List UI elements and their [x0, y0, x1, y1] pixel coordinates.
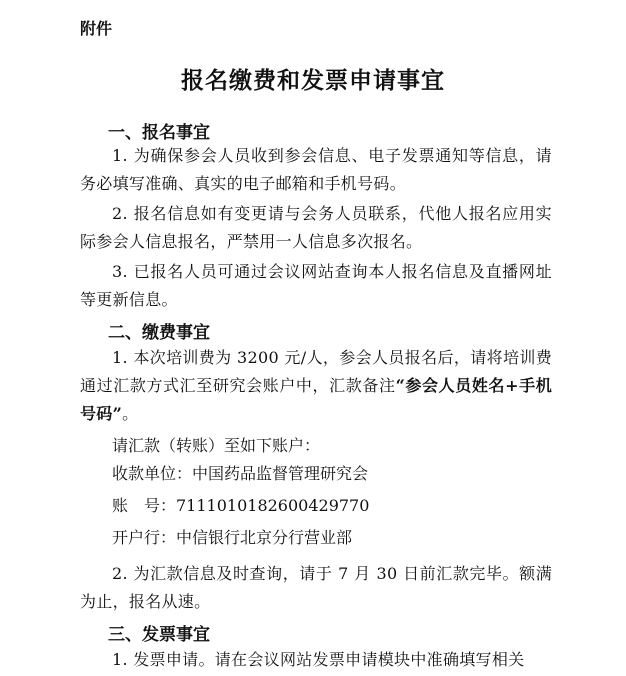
- payment-text-end: 。: [122, 404, 139, 423]
- paragraph-registration-1: 1. 为确保参会人员收到参会信息、电子发票通知等信息，请务必填写准确、真实的电子邮箱和手机号码。: [80, 146, 552, 193]
- paragraph-registration-2: 2. 报名信息如有变更请与会务人员联系，代他人报名应用实际参会人信息报名，严禁用一人信息多次报名。: [80, 204, 552, 251]
- account-line: 账 号：7111010182600429770: [112, 496, 370, 515]
- remit-instruction: 请汇款（转账）至如下账户：: [112, 436, 321, 455]
- section-heading-payment: 二、缴费事宜: [108, 323, 210, 343]
- page-title: 报名缴费和发票申请事宜: [181, 68, 445, 94]
- paragraph-payment-1: [80, 344, 552, 428]
- section-heading-invoice: 三、发票事宜: [108, 625, 210, 645]
- bank-line: 开户行：中信银行北京分行营业部: [112, 528, 353, 547]
- paragraph-registration-3: 3. 已报名人员可通过会议网站查询本人报名信息及直播网址等更新信息。: [80, 262, 552, 309]
- payment-remark-emphasis: “参会人员姓名+手机号码”: [80, 376, 552, 423]
- payment-text: 1. 本次培训费为 3200 元/人，参会人员报名后，请将培训费通过汇款方式汇至研究会账户中，汇款备注: [80, 348, 552, 395]
- payee-line: 收款单位：中国药品监督管理研究会: [112, 464, 369, 483]
- attachment-label: 附件: [80, 19, 113, 38]
- section-heading-registration: 一、报名事宜: [108, 123, 210, 143]
- paragraph-invoice-1: 1. 发票申请。请在会议网站发票申请模块中准确填写相关: [112, 650, 525, 669]
- paragraph-payment-2: 2. 为汇款信息及时查询，请于 7 月 30 日前汇款完毕。额满为止，报名从速。: [80, 564, 552, 611]
